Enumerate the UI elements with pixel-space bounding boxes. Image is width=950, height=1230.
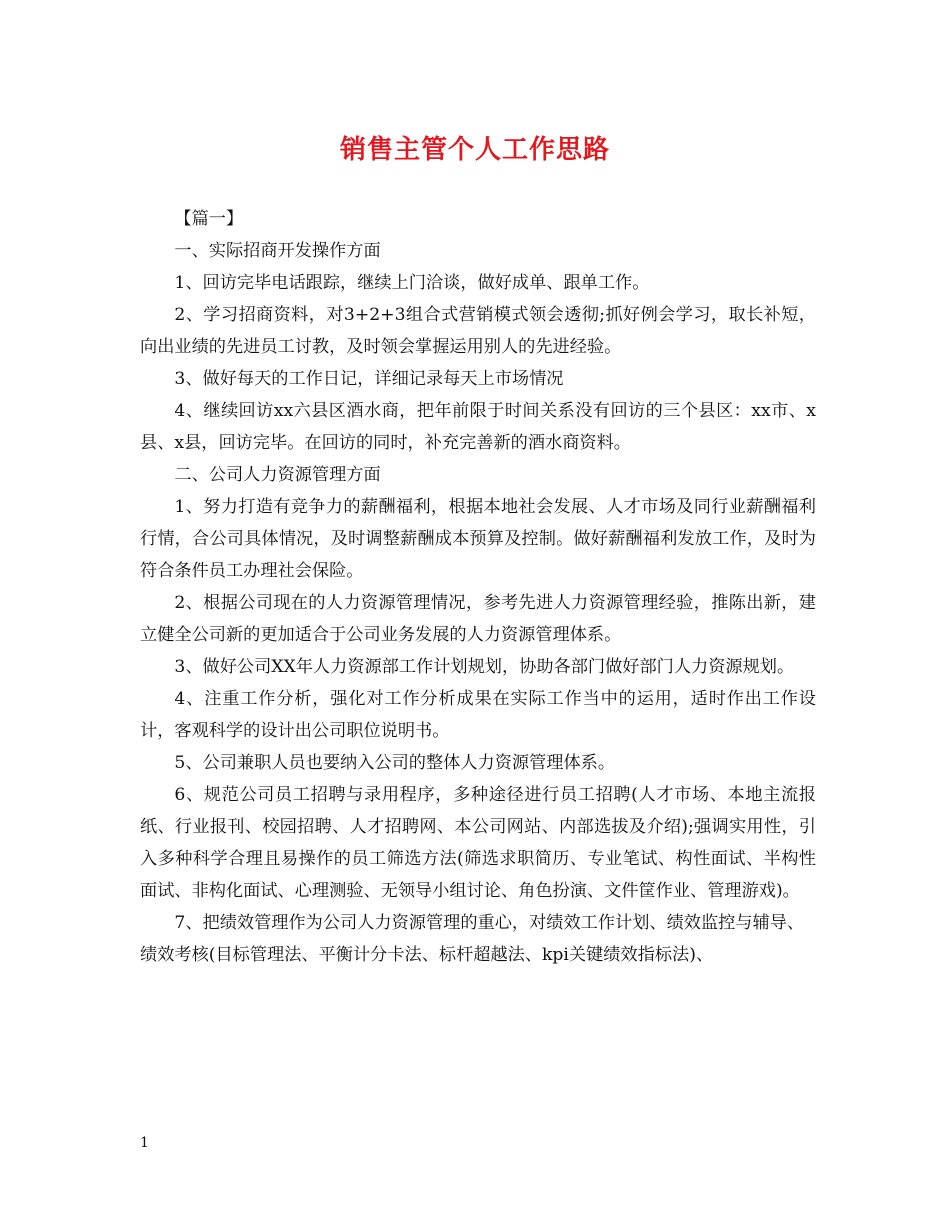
section-heading: 一、实际招商开发操作方面 — [174, 241, 381, 261]
body-paragraph: 6、规范公司员工招聘与录用程序，多种途径进行员工招聘(人才市场、本地主流报纸、行业报刊、校园招聘、人才招聘网、本公司网站、内部选拔及介绍);强调实用性，引入多种科学合理且易操作的员工筛选方法(筛选求职简历、专业笔试、构性面试、半构性面试、非构化面试、心理测验、无领导小组讨论、角色扮演、文件筐作业、管理游戏)。 — [140, 785, 816, 901]
section-heading: 二、公司人力资源管理方面 — [174, 465, 381, 485]
body-paragraph: 4、注重工作分析，强化对工作分析成果在实际工作当中的运用，适时作出工作设计，客观科学的设计出公司职位说明书。 — [140, 689, 816, 741]
body-paragraph: 2、学习招商资料，对3+2+3组合式营销模式领会透彻;抓好例会学习，取长补短，向出业绩的先进员工讨教，及时领会掌握运用别人的先进经验。 — [140, 305, 816, 357]
document-title: 销售主管个人工作思路 — [339, 135, 610, 165]
body-paragraph: 3、做好每天的工作日记，详细记录每天上市场情况 — [174, 369, 564, 389]
page-number: 1 — [140, 1135, 149, 1151]
body-paragraph: 2、根据公司现在的人力资源管理情况，参考先进人力资源管理经验，推陈出新，建立健全公司新的更加适合于公司业务发展的人力资源管理体系。 — [140, 593, 816, 645]
body-paragraph: 7、把绩效管理作为公司人力资源管理的重心，对绩效工作计划、绩效监控与辅导、绩效考核(目标管理法、平衡计分卡法、标杆超越法、kpi关键绩效指标法)、 — [140, 913, 805, 965]
body-paragraph: 1、努力打造有竞争力的薪酬福利，根据本地社会发展、人才市场及同行业薪酬福利行情，合公司具体情况，及时调整薪酬成本预算及控制。做好薪酬福利发放工作，及时为符合条件员工办理社会保险。 — [140, 497, 816, 581]
body-paragraph: 5、公司兼职人员也要纳入公司的整体人力资源管理体系。 — [174, 753, 616, 773]
section-heading: 【篇一】 — [174, 209, 244, 229]
body-paragraph: 3、做好公司XX年人力资源部工作计划规划，协助各部门做好部门人力资源规划。 — [174, 657, 795, 677]
body-paragraph: 4、继续回访xx六县区酒水商，把年前限于时间关系没有回访的三个县区：xx市、x县、x县，回访完毕。在回访的同时，补充完善新的酒水商资料。 — [140, 401, 816, 453]
body-paragraph: 1、回访完毕电话跟踪，继续上门洽谈，做好成单、跟单工作。 — [174, 273, 650, 293]
document-body — [140, 203, 816, 971]
